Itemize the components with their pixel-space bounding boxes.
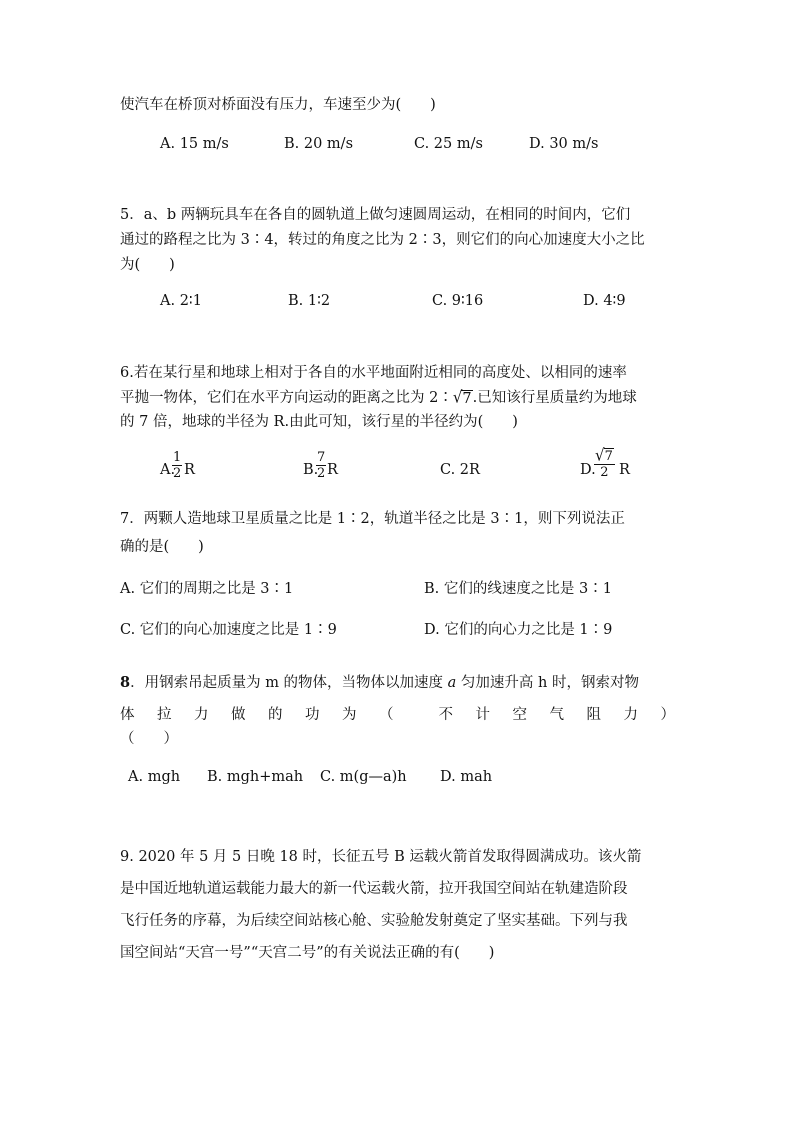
q6-line-2-text: 平抛一物体，它们在水平方向运动的距离之比为 2∶ [120,390,453,406]
q9-line-3: 飞行任务的序幕，为后续空间站核心舱、实验舱发射奠定了坚实基础。下列与我 [120,913,628,929]
acceleration-symbol: a [447,675,457,691]
q7-option-a: A. 它们的周期之比是 3∶1 [120,581,294,597]
q8-option-b: B. mgh+mah [207,769,304,785]
q7-option-d: D. 它们的向心力之比是 1∶9 [424,622,613,638]
radical-sign-icon: √ [452,387,463,407]
sqrt-7: √ 7 [452,387,472,407]
q8-line-2: 体 拉 力 做 的 功 为 （ 不 计 空 气 阻 力 ） [120,707,675,723]
q8-option-d: D. mah [440,769,493,785]
q6-line-2-tail: .已知该行星质量约为地球 [472,390,637,406]
q6-option-d-suffix: R [619,462,630,478]
q6-option-a-suffix: R [184,462,195,478]
q8-number: 8 [120,674,131,691]
q7-option-b: B. 它们的线速度之比是 3∶1 [424,581,612,597]
q8-option-a: A. mgh [128,769,181,785]
q4-stem: 使汽车在桥顶对桥面没有压力，车速至少为( ) [120,97,436,113]
q5-option-b: B. 1∶2 [288,293,331,309]
q5-line-3: 为( ) [120,257,175,273]
q5-option-d: D. 4∶9 [583,293,626,309]
q9-line-4: 国空间站“天宫一号”“天宫二号”的有关说法正确的有( ) [120,945,495,961]
q9-line-2: 是中国近地轨道运载能力最大的新一代运载火箭，拉开我国空间站在轨建造阶段 [120,881,628,897]
q6-option-a-fraction: 1 2 [173,450,182,481]
q4-option-d: D. 30 m/s [529,136,599,152]
q6-option-a: A. [160,462,176,478]
q4-option-c: C. 25 m/s [414,136,483,152]
q8-line-1: 8．用钢索吊起质量为 m 的物体，当物体以加速度 a 匀加速升高 h 时，钢索对物 [120,674,639,691]
q6-line-3: 的 7 倍，地球的半径为 R.由此可知，该行星的半径约为( ) [120,414,518,430]
q6-option-b-fraction: 7 2 [317,450,326,481]
q4-option-a: A. 15 m/s [160,136,229,152]
q6-option-d: D. [580,462,596,478]
q5-line-2: 通过的路程之比为 3∶4，转过的角度之比为 2∶3，则它们的向心加速度大小之比 [120,232,645,248]
q8-option-c: C. m(g—a)h [320,769,407,785]
q7-option-c: C. 它们的向心加速度之比是 1∶9 [120,622,337,638]
q9-line-1: 9. 2020 年 5 月 5 日晚 18 时，长征五号 B 运载火箭首发取得圆满成功。该火箭 [120,849,642,865]
q4-option-b: B. 20 m/s [284,136,354,152]
q5-line-1: 5．a、b 两辆玩具车在各自的圆轨道上做匀速圆周运动，在相同的时间内，它们 [120,207,631,223]
q5-option-a: A. 2∶1 [160,293,202,309]
radical-sign-icon: √ [595,445,605,465]
q6-option-d-fraction: √ 7 2 [595,445,613,480]
q8-line-3: （ ） [120,731,178,747]
q6-line-1: 6.若在某行星和地球上相对于各自的水平地面附近相同的高度处、以相同的速率 [120,365,627,381]
q7-line-1: 7．两颗人造地球卫星质量之比是 1∶2，轨道半径之比是 3∶1，则下列说法正 [120,511,625,527]
q6-option-b: B. [303,462,319,478]
q6-line-2 [120,387,637,407]
q6-option-c: C. 2R [440,462,480,478]
q6-option-b-suffix: R [327,462,338,478]
q7-line-2: 确的是( ) [120,539,204,555]
q5-option-c: C. 9∶16 [432,293,484,309]
